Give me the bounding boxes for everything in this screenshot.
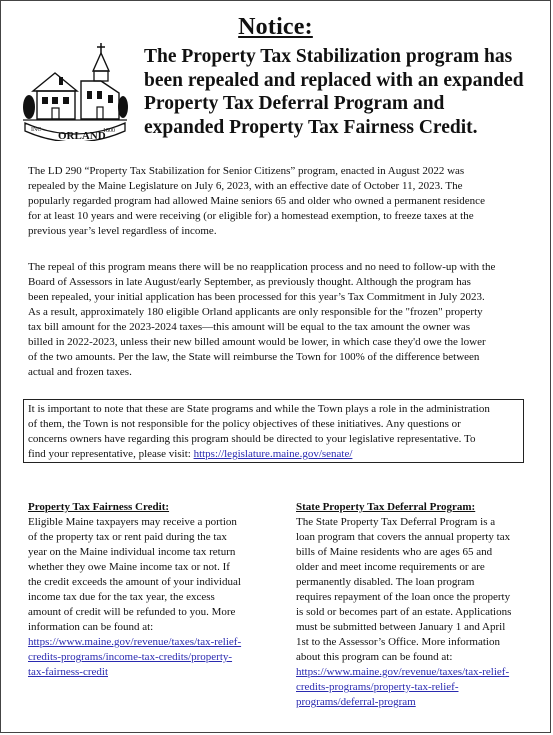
section-line: older and meet income requirements or are (296, 561, 485, 573)
deferral-program-link[interactable]: programs/deferral-program (296, 696, 416, 708)
note-line-prefix: find your representative, please visit: (28, 448, 194, 460)
section-line: requires repayment of the loan once the property (296, 591, 511, 603)
section-line: of the property tax or rent paid during the tax (28, 531, 227, 543)
section-line: The State Property Tax Deferral Program is a (296, 516, 496, 528)
section-line: permanently disabled. The loan program (296, 576, 475, 588)
fairness-credit-heading: Property Tax Fairness Credit: (28, 501, 170, 513)
section-line: about this program can be found at: (296, 651, 453, 663)
note-line: It is important to note that these are State programs and while the Town plays a role in the administration (28, 403, 490, 415)
state-programs-note-box (23, 399, 524, 463)
paragraph-line: tax bill amount for the 2023-2024 taxes—this amount will be equal to the tax amount the owner was (28, 321, 471, 333)
deferral-program-heading: State Property Tax Deferral Program: (296, 501, 476, 513)
paragraph-line: As a result, approximately 180 eligible Orland applicants are only responsible for the "frozen" property (28, 306, 483, 318)
svg-text:1800: 1800 (103, 128, 115, 134)
paragraph-line: previous year’s level regardless of income. (28, 225, 217, 237)
headline-line: expanded Property Tax Fairness Credit. (144, 116, 478, 138)
paragraph-line: Board of Assessors in late August/early September, as previously thought. Although the program has (28, 276, 471, 288)
fairness-credit-link[interactable]: tax-fairness-credit (28, 666, 109, 678)
fairness-credit-link[interactable]: https://www.maine.gov/revenue/taxes/tax-relief- (28, 636, 242, 648)
section-line: income tax due for the tax year, the excess (28, 591, 215, 603)
svg-text:ORLAND: ORLAND (58, 130, 106, 141)
paragraph-line: for at least 10 years and were receiving (or eligible for) a homestead exemption, to freeze taxes at the (28, 210, 474, 222)
section-line: amount of credit will be refunded to you. More (28, 606, 236, 618)
headline-line: The Property Tax Stabilization program has (144, 46, 513, 67)
section-line: information can be found at: (28, 621, 154, 633)
paragraph-line: The repeal of this program means there will be no reapplication process and no need to follow-up with the (28, 261, 496, 273)
legislature-senate-link[interactable]: https://legislature.maine.gov/senate/ (193, 448, 353, 460)
fairness-credit-section (28, 500, 278, 680)
paragraph-line: repealed by the Maine Legislature on July 6, 2023, with an effective date of October 11, 2023. The (28, 180, 463, 192)
note-line (28, 447, 519, 462)
headline (144, 45, 544, 139)
deferral-program-section (296, 500, 526, 710)
note-line: of them, the Town is not responsible for the policy objectives of these initiatives. Any questions or (28, 418, 461, 430)
section-line: must be submitted between January 1 and April (296, 621, 506, 633)
note-line: concerns owners have regarding this program should be directed to your legislative representative. To (28, 433, 476, 445)
deferral-program-link[interactable]: https://www.maine.gov/revenue/taxes/tax-relief- (296, 666, 510, 678)
ld290-repeal-paragraph (28, 164, 531, 239)
paragraph-line: billed in 2022-2023, unless their new billed amount would be lower, in which case they'd owe the lower (28, 336, 486, 348)
town-seal-logo (21, 41, 129, 141)
paragraph-line: actual and frozen taxes. (28, 366, 132, 378)
headline-line: Property Tax Deferral Program and (144, 93, 445, 114)
section-line: the credit exceeds the amount of your individual (28, 576, 241, 588)
svg-text:INC: INC (31, 127, 42, 133)
headline-line: been repealed and replaced with an expanded (144, 69, 524, 91)
section-line: loan program that covers the annual property tax (296, 531, 511, 543)
section-line: bills of Maine residents who are ages 65 and (296, 546, 493, 558)
section-line: year on the Maine individual income tax return (28, 546, 236, 558)
section-line: is sold or becomes part of an estate. Applications (296, 606, 512, 618)
section-line: 1st to the Assessor’s Office. More information (296, 636, 500, 648)
section-line: whether they owe Maine income tax or not. If (28, 561, 230, 573)
deferral-program-link[interactable]: credits-programs/property-tax-relief- (296, 681, 459, 693)
paragraph-line: popularly regarded program had allowed Maine seniors 65 and older who owned a permanent residence (28, 195, 485, 207)
paragraph-line: been repealed, your initial application has been processed for this year’s Tax Commitment in July 2023. (28, 291, 485, 303)
paragraph-line: of the two amounts. Per the law, the State will reimburse the Town for 100% of the difference between (28, 351, 480, 363)
repeal-effects-paragraph (28, 260, 531, 380)
fairness-credit-link[interactable]: credits-programs/income-tax-credits/property- (28, 651, 233, 663)
notice-title: Notice: (238, 14, 313, 40)
section-line: Eligible Maine taxpayers may receive a portion (28, 516, 237, 528)
paragraph-line: The LD 290 “Property Tax Stabilization for Senior Citizens” program, enacted in August 2022 was (28, 165, 465, 177)
